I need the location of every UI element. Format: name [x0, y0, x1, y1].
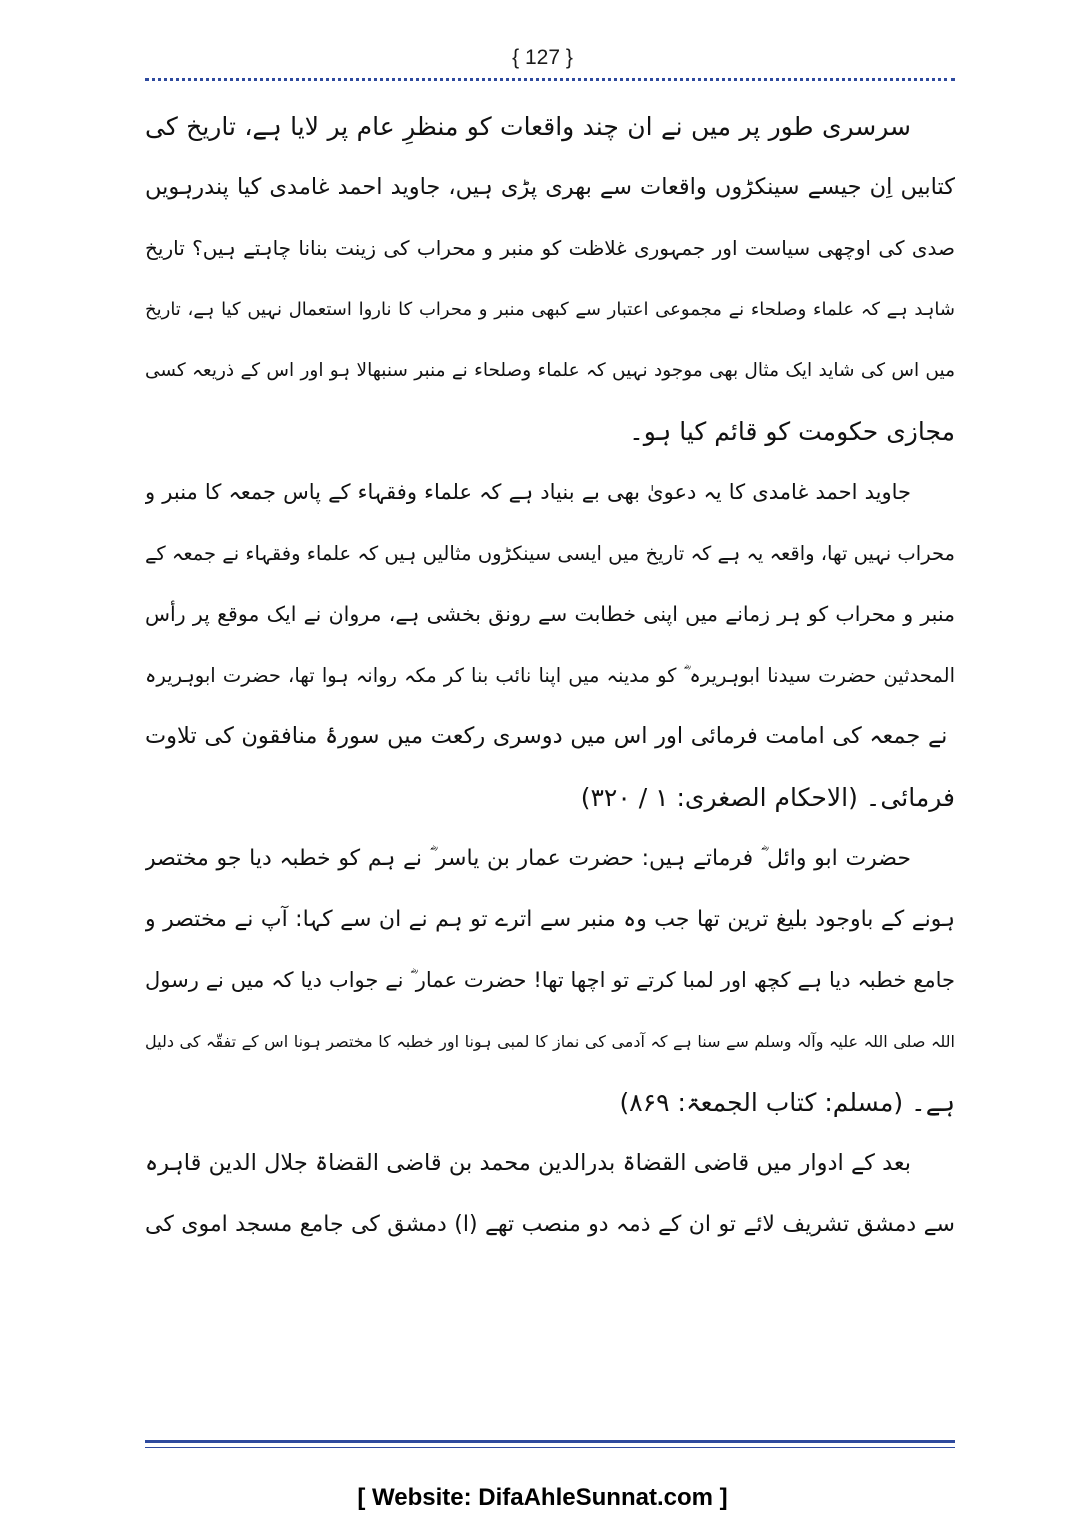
text-line: صدی کی اوچھی سیاست اور جمہوری غلاظت کو منبر و محراب کی زینت بنانا چاہتے ہیں؟ تاریخ [145, 236, 955, 260]
text-line: میں اس کی شاید ایک مثال بھی موجود نہیں کہ علماء وصلحاء نے منبر سنبھالا ہو اور اس کے ذریعہ کسی [145, 360, 955, 381]
website-footer: [ Website: DifaAhleSunnat.com ] [357, 1484, 728, 1511]
page-body [145, 96, 955, 1255]
text-line: سے دمشق تشریف لائے تو ان کے ذمہ دو منصب تھے (ا) دمشق کی جامع مسجد اموی کی [145, 1212, 955, 1237]
text-line: محراب نہیں تھا، واقعہ یہ ہے کہ تاریخ میں ایسی سینکڑوں مثالیں ہیں کہ علماء وفقہاء نے جمعہ کے [145, 542, 955, 565]
page-number: { 127 } [512, 46, 573, 69]
citation-line: ہے۔ (مسلم: کتاب الجمعۃ: ۸۶۹) [619, 1088, 955, 1117]
header-dotted-divider [145, 78, 955, 81]
text-line: منبر و محراب کو ہر زمانے میں اپنی خطابت سے رونق بخشی ہے، مروان نے ایک موقع پر رأس [145, 602, 955, 626]
text-line: المحدثین حضرت سیدنا ابوہریرہ ؓ کو مدینہ میں اپنا نائب بنا کر مکہ روانہ ہوا تھا، حضرت ابوہریرہ [145, 664, 955, 687]
paragraph-3 [145, 828, 955, 1133]
text-line: حضرت ابو وائل ؓ فرماتے ہیں: حضرت عمار بن یاسر ؓ نے ہم کو خطبہ دیا جو مختصر [145, 846, 911, 871]
paragraph-4 [145, 1133, 955, 1255]
text-line: اللہ صلی اللہ علیہ وآلہ وسلم سے سنا ہے کہ آدمی کی نماز کا لمبی ہونا اور خطبہ کا مختصر ہونا اس کے تفقّہ کی دلیل [145, 1032, 955, 1051]
footer-divider-thick [145, 1440, 955, 1443]
text-line: جامع خطبہ دیا ہے کچھ اور لمبا کرتے تو اچھا تھا! حضرت عمار ؓ نے جواب دیا کہ میں نے رسول [145, 968, 955, 992]
text-line: شاہد ہے کہ علماء وصلحاء نے مجموعی اعتبار سے کبھی منبر و محراب کا ناروا استعمال نہیں کیا ہے، تاریخ [145, 299, 955, 320]
text-line: جاوید احمد غامدی کا یہ دعویٰ بھی بے بنیاد ہے کہ علماء وفقہاء کے پاس جمعہ کا منبر و [145, 480, 911, 504]
text-line: کتابیں اِن جیسے سینکڑوں واقعات سے بھری پڑی ہیں، جاوید احمد غامدی کیا پندرہویں [145, 174, 955, 200]
text-line: بعد کے ادوار میں قاضی القضاۃ بدرالدین محمد بن قاضی القضاۃ جلال الدین قاہرہ [145, 1150, 911, 1176]
citation-line: فرمائی۔ (الاحکام الصغری: ۱ / ۳۲۰) [580, 783, 955, 812]
text-line: مجازی حکومت کو قائم کیا ہو۔ [629, 417, 955, 446]
footer-divider-thin [145, 1447, 955, 1448]
text-line: ہونے کے باوجود بلیغ ترین تھا جب وہ منبر سے اترے تو ہم نے ان سے کہا: آپ نے مختصر و [145, 907, 955, 932]
paragraph-2 [145, 462, 955, 828]
text-line: سرسری طور پر میں نے ان چند واقعات کو منظرِ عام پر لایا ہے، تاریخ کی [145, 112, 911, 141]
paragraph-1 [145, 96, 955, 462]
text-line: ؓ نے جمعہ کی امامت فرمائی اور اس میں دوسری رکعت میں سورۂ منافقون کی تلاوت [145, 723, 955, 749]
